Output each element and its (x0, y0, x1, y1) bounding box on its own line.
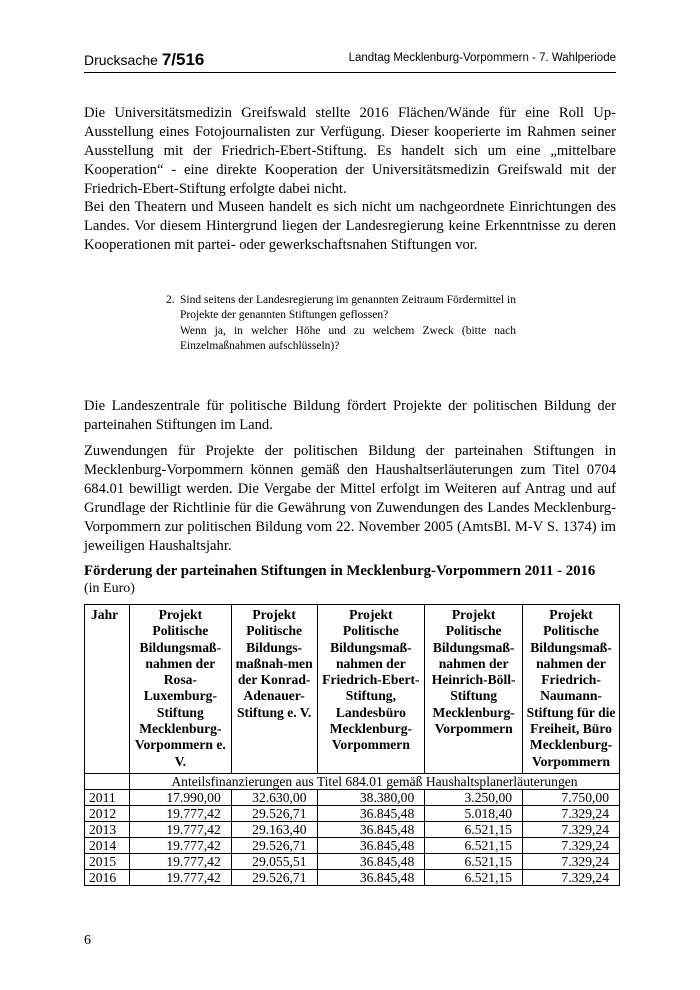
column-header-konrad-adenauer: Projekt Politische Bildungs-maßnah-men der Konrad-Adenauer-Stiftung e. V. (231, 605, 317, 774)
column-header-heinrich-boell: Projekt Politische Bildungsmaß-nahmen der Heinrich-Böll-Stiftung Mecklenburg-Vorpommern (425, 605, 523, 774)
amount-cell: 36.845,48 (317, 853, 425, 869)
year-cell: 2012 (85, 805, 130, 821)
year-cell: 2015 (85, 853, 130, 869)
table-row (85, 805, 620, 821)
amount-cell: 19.777,42 (129, 837, 231, 853)
paragraph-text: Die Landeszentrale für politische Bildung fördert Projekte der politischen Bildung der parteinahen Stiftungen im Land. (84, 398, 616, 433)
drucksache-label (84, 50, 204, 70)
paragraph-greifswald (84, 104, 616, 199)
paragraph-theater-museen (84, 198, 616, 255)
table-unit: (in Euro) (84, 581, 135, 596)
amount-cell: 7.329,24 (523, 837, 620, 853)
amount-cell: 7.329,24 (523, 869, 620, 885)
amount-cell: 36.845,48 (317, 837, 425, 853)
amount-cell: 3.250,00 (425, 789, 523, 805)
empty-cell (85, 773, 130, 789)
amount-cell: 36.845,48 (317, 869, 425, 885)
amount-cell: 6.521,15 (425, 869, 523, 885)
table-row (85, 821, 620, 837)
column-header-rosa-luxemburg: Projekt Politische Bildungsmaß-nahmen der Rosa-Luxemburg-Stiftung Mecklenburg-Vorpommern e. V. (129, 605, 231, 774)
amount-cell: 7.329,24 (523, 805, 620, 821)
table-header-row (85, 605, 620, 774)
question-number: 2. (166, 294, 175, 306)
amount-cell: 6.521,15 (425, 853, 523, 869)
amount-cell: 5.018,40 (425, 805, 523, 821)
parliament-label: Landtag Mecklenburg-Vorpommern - 7. Wahlperiode (348, 52, 616, 64)
table-section-row (85, 773, 620, 789)
section-label: Anteilsfinanzierungen aus Titel 684.01 gemäß Haushaltsplanerläuterungen (129, 773, 619, 789)
table-title: Förderung der parteinahen Stiftungen in Mecklenburg-Vorpommern 2011 - 2016 (84, 563, 596, 579)
amount-cell: 29.526,71 (231, 805, 317, 821)
year-cell: 2016 (85, 869, 130, 885)
question-block (166, 293, 516, 355)
paragraph-text: Zuwendungen für Projekte der politischen Bildung der parteinahen Stiftungen in Mecklenburg-Vorpommern können gemäß den Haushaltserläuterungen zum Titel 0704 684.01 bewilligt werden. Die Vergabe der Mittel erfolgt im Weiteren auf Antrag und auf Grundlage der Richtlinie für die Gewährung von Zuwendungen des Landes Mecklenburg-Vorpommern zur politischen Bildung vom 22. November 2005 (AmtsBl. M-V S. 1374) im jeweiligen Haushaltsjahr. (84, 443, 616, 554)
amount-cell: 32.630,00 (231, 789, 317, 805)
amount-cell: 19.777,42 (129, 869, 231, 885)
column-header-friedrich-naumann: Projekt Politische Bildungsmaß-nahmen der Friedrich-Naumann-Stiftung für die Freiheit, Büro Mecklenburg-Vorpommern (523, 605, 620, 774)
amount-cell: 29.163,40 (231, 821, 317, 837)
amount-cell: 38.380,00 (317, 789, 425, 805)
year-cell: 2013 (85, 821, 130, 837)
drucksache-number: 7/516 (161, 50, 205, 69)
year-cell: 2011 (85, 789, 130, 805)
amount-cell: 6.521,15 (425, 821, 523, 837)
table-row (85, 837, 620, 853)
table-row (85, 869, 620, 885)
amount-cell: 36.845,48 (317, 821, 425, 837)
amount-cell: 19.777,42 (129, 821, 231, 837)
amount-cell: 6.521,15 (425, 837, 523, 853)
paragraph-landeszentrale (84, 397, 616, 435)
amount-cell: 36.845,48 (317, 805, 425, 821)
amount-cell: 7.750,00 (523, 789, 620, 805)
question-line: Wenn ja, in welcher Höhe und zu welchem Zweck (bitte nach Einzelmaßnahmen aufschlüsseln)? (180, 324, 516, 353)
question-text (180, 293, 516, 355)
paragraph-zuwendungen (84, 442, 616, 556)
amount-cell: 29.526,71 (231, 837, 317, 853)
table-row (85, 853, 620, 869)
amount-cell: 19.777,42 (129, 805, 231, 821)
paragraph-text: Die Universitätsmedizin Greifswald stellte 2016 Flächen/Wände für eine Roll Up-Ausstellung eines Fotojournalisten zur Verfügung. Dieser kooperierte im Rahmen seiner Ausstellung mit der Friedrich-Ebert-Stiftung. Es handelt sich um eine „mittelbare Kooperation“ - eine direkte Kooperation der Universitätsmedizin Greifswald mit der Friedrich-Ebert-Stiftung erfolgte dabei nicht. (84, 105, 616, 197)
paragraph-text: Bei den Theatern und Museen handelt es sich nicht um nachgeordnete Einrichtungen des Landes. Vor diesem Hintergrund liegen der Landesregierung keine Erkenntnisse zu deren Kooperationen mit partei- oder gewerkschaftsnahen Stiftungen vor. (84, 199, 616, 253)
table-caption (84, 562, 595, 597)
funding-table (84, 604, 620, 886)
amount-cell: 7.329,24 (523, 853, 620, 869)
amount-cell: 7.329,24 (523, 821, 620, 837)
page-number: 6 (84, 933, 91, 948)
column-header-jahr: Jahr (85, 605, 130, 774)
page-header (84, 44, 616, 73)
column-header-friedrich-ebert: Projekt Politische Bildungsmaß-nahmen der Friedrich-Ebert-Stiftung, Landesbüro Mecklenburg-Vorpommern (317, 605, 425, 774)
year-cell: 2014 (85, 837, 130, 853)
amount-cell: 29.526,71 (231, 869, 317, 885)
drucksache-word: Drucksache (84, 52, 158, 68)
amount-cell: 29.055,51 (231, 853, 317, 869)
question-line: Sind seitens der Landesregierung im genannten Zeitraum Fördermittel in Projekte der genannten Stiftungen geflossen? (180, 294, 516, 322)
table-row (85, 789, 620, 805)
amount-cell: 17.990,00 (129, 789, 231, 805)
amount-cell: 19.777,42 (129, 853, 231, 869)
